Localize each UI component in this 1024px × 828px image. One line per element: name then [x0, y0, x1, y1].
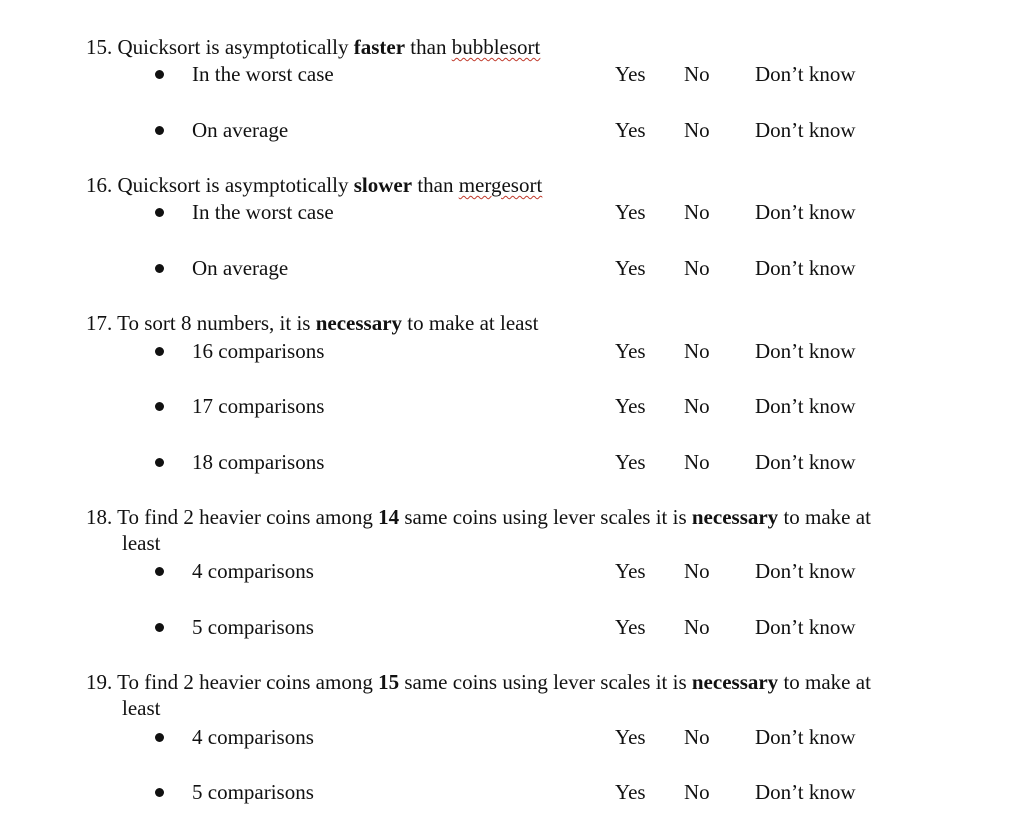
option-label: 18 comparisons [192, 450, 325, 474]
answer-no[interactable]: No [684, 62, 710, 86]
bullet-icon [155, 70, 164, 79]
answer-no[interactable]: No [684, 559, 710, 583]
option-row [0, 255, 1024, 281]
answer-dont-know[interactable]: Don’t know [755, 256, 856, 280]
answer-dont-know[interactable]: Don’t know [755, 450, 856, 474]
option-row [0, 338, 1024, 364]
option-label: 5 comparisons [192, 615, 314, 639]
option-label: 4 comparisons [192, 559, 314, 583]
answer-yes[interactable]: Yes [615, 780, 646, 804]
bullet-icon [155, 126, 164, 135]
bullet-icon [155, 402, 164, 411]
bullet-icon [155, 347, 164, 356]
question-number: 17. [86, 311, 113, 335]
answer-yes[interactable]: Yes [615, 118, 646, 142]
answer-dont-know[interactable]: Don’t know [755, 62, 856, 86]
answer-yes[interactable]: Yes [615, 62, 646, 86]
answer-dont-know[interactable]: Don’t know [755, 725, 856, 749]
answer-yes[interactable]: Yes [615, 725, 646, 749]
option-row [0, 724, 1024, 750]
answer-dont-know[interactable]: Don’t know [755, 780, 856, 804]
option-row [0, 61, 1024, 87]
bullet-icon [155, 458, 164, 467]
question-15-text: 15. Quicksort is asymptotically faster than bubblesort [86, 35, 541, 59]
option-label: 5 comparisons [192, 780, 314, 804]
answer-dont-know[interactable]: Don’t know [755, 559, 856, 583]
question-18-text: 18. To find 2 heavier coins among 14 same coins using lever scales it is necessary to make at [86, 505, 871, 529]
question-19-continuation: least [122, 696, 161, 720]
option-label: In the worst case [192, 62, 334, 86]
bullet-icon [155, 567, 164, 576]
answer-yes[interactable]: Yes [615, 339, 646, 363]
answer-no[interactable]: No [684, 200, 710, 224]
answer-no[interactable]: No [684, 256, 710, 280]
option-label: In the worst case [192, 200, 334, 224]
emphasis: necessary [315, 311, 403, 335]
answer-yes[interactable]: Yes [615, 200, 646, 224]
spellcheck-underlined-word: mergesort [458, 173, 543, 197]
question-number: 16. [86, 173, 113, 197]
bullet-icon [155, 623, 164, 632]
option-row [0, 449, 1024, 475]
option-row [0, 614, 1024, 640]
answer-no[interactable]: No [684, 118, 710, 142]
option-row [0, 779, 1024, 805]
question-17-text: 17. To sort 8 numbers, it is necessary to make at least [86, 311, 539, 335]
answer-yes[interactable]: Yes [615, 450, 646, 474]
question-number: 19. [86, 670, 113, 694]
answer-dont-know[interactable]: Don’t know [755, 615, 856, 639]
bullet-icon [155, 208, 164, 217]
question-19-text: 19. To find 2 heavier coins among 15 same coins using lever scales it is necessary to make at [86, 670, 871, 694]
answer-no[interactable]: No [684, 780, 710, 804]
option-label: 17 comparisons [192, 394, 325, 418]
option-row [0, 199, 1024, 225]
bullet-icon [155, 788, 164, 797]
answer-no[interactable]: No [684, 339, 710, 363]
option-row [0, 393, 1024, 419]
option-label: 16 comparisons [192, 339, 325, 363]
question-16-text: 16. Quicksort is asymptotically slower than mergesort [86, 173, 543, 197]
answer-no[interactable]: No [684, 394, 710, 418]
answer-yes[interactable]: Yes [615, 394, 646, 418]
answer-dont-know[interactable]: Don’t know [755, 339, 856, 363]
answer-no[interactable]: No [684, 725, 710, 749]
answer-yes[interactable]: Yes [615, 615, 646, 639]
option-row [0, 558, 1024, 584]
emphasis: 14 [378, 505, 400, 529]
question-number: 18. [86, 505, 113, 529]
answer-dont-know[interactable]: Don’t know [755, 200, 856, 224]
question-number: 15. [86, 35, 113, 59]
option-label: On average [192, 118, 289, 142]
option-row [0, 117, 1024, 143]
emphasis: necessary [691, 505, 779, 529]
answer-no[interactable]: No [684, 615, 710, 639]
answer-yes[interactable]: Yes [615, 559, 646, 583]
option-label: 4 comparisons [192, 725, 314, 749]
answer-no[interactable]: No [684, 450, 710, 474]
question-18-continuation: least [122, 531, 161, 555]
emphasis: faster [353, 35, 406, 59]
answer-yes[interactable]: Yes [615, 256, 646, 280]
emphasis: necessary [691, 670, 779, 694]
emphasis: 15 [378, 670, 400, 694]
spellcheck-underlined-word: bubblesort [451, 35, 541, 59]
answer-dont-know[interactable]: Don’t know [755, 118, 856, 142]
bullet-icon [155, 264, 164, 273]
bullet-icon [155, 733, 164, 742]
answer-dont-know[interactable]: Don’t know [755, 394, 856, 418]
option-label: On average [192, 256, 289, 280]
emphasis: slower [353, 173, 413, 197]
